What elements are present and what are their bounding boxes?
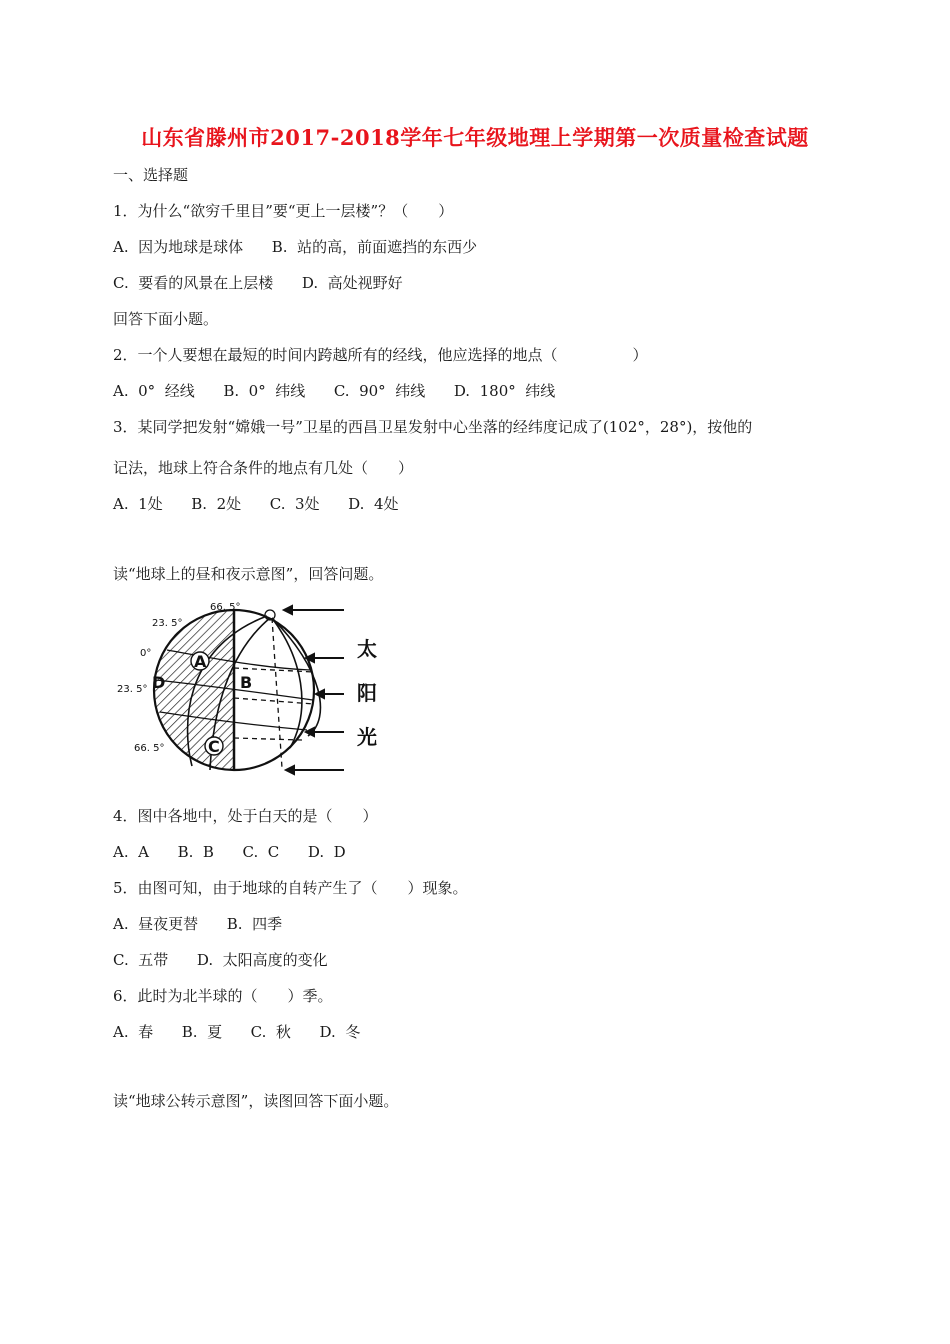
question-6-options: A. 春 B. 夏 C. 秋 D. 冬	[113, 1023, 361, 1041]
latitude-label: 66. 5°	[134, 743, 165, 754]
figure-instruction: 读“地球上的昼和夜示意图”，回答问题。	[113, 565, 384, 583]
figure-instruction-2: 读“地球公转示意图”，读图回答下面小题。	[113, 1092, 399, 1110]
question-6: 6．此时为北半球的（ ）季。	[113, 987, 333, 1005]
question-5: 5．由图可知，由于地球的自转产生了（ ）现象。	[113, 879, 468, 897]
question-3: 3．某同学把发射“嫦娥一号”卫星的西昌卫星发射中心坐落的经纬度记成了(102°，28°)，按他的	[113, 418, 753, 436]
latitude-label: 23. 5°	[117, 684, 148, 695]
question-2-options: A. 0° 经线 B. 0° 纬线 C. 90° 纬线 D. 180° 纬线	[113, 382, 556, 400]
dashed-ray	[272, 618, 282, 768]
page-title: 山东省滕州市2017-2018学年七年级地理上学期第一次质量检查试题	[141, 125, 809, 150]
question-5-options-ab: A. 昼夜更替 B. 四季	[113, 915, 283, 933]
point-a-label: A	[194, 652, 207, 671]
question-1: 1．为什么“欲穷千里目”要“更上一层楼”？（ ）	[113, 202, 454, 220]
instruction-text: 回答下面小题。	[113, 310, 219, 328]
question-4-options: A. A B. B C. C D. D	[113, 843, 346, 861]
question-1-options-ab: A. 因为地球是球体 B. 站的高，前面遮挡的东西少	[113, 238, 478, 256]
question-2: 2．一个人要想在最短的时间内跨越所有的经线，他应选择的地点（ ）	[113, 346, 648, 364]
latitude-label: 0°	[140, 648, 152, 659]
latitude-label: 23. 5°	[152, 618, 183, 629]
question-1-options-cd: C. 要看的风景在上层楼 D. 高处视野好	[113, 274, 403, 292]
point-d-label: D	[152, 673, 166, 692]
question-3-continued: 记法，地球上符合条件的地点有几处（ ）	[113, 459, 414, 477]
question-4: 4．图中各地中，处于白天的是（ ）	[113, 807, 378, 825]
point-b-label: B	[240, 673, 253, 692]
section-heading: 一、选择题	[113, 166, 189, 184]
latitude-label: 66. 5°	[210, 602, 241, 613]
question-3-options: A. 1处 B. 2处 C. 3处 D. 4处	[113, 495, 399, 513]
dashed-ray	[234, 738, 302, 740]
sun-label-char: 阳	[357, 681, 377, 705]
sun-label-char: 光	[357, 725, 377, 749]
day-night-diagram	[112, 598, 392, 778]
question-5-options-cd: C. 五带 D. 太阳高度的变化	[113, 951, 328, 969]
point-c-label: C	[208, 737, 220, 756]
sun-label-char: 太	[357, 637, 377, 661]
